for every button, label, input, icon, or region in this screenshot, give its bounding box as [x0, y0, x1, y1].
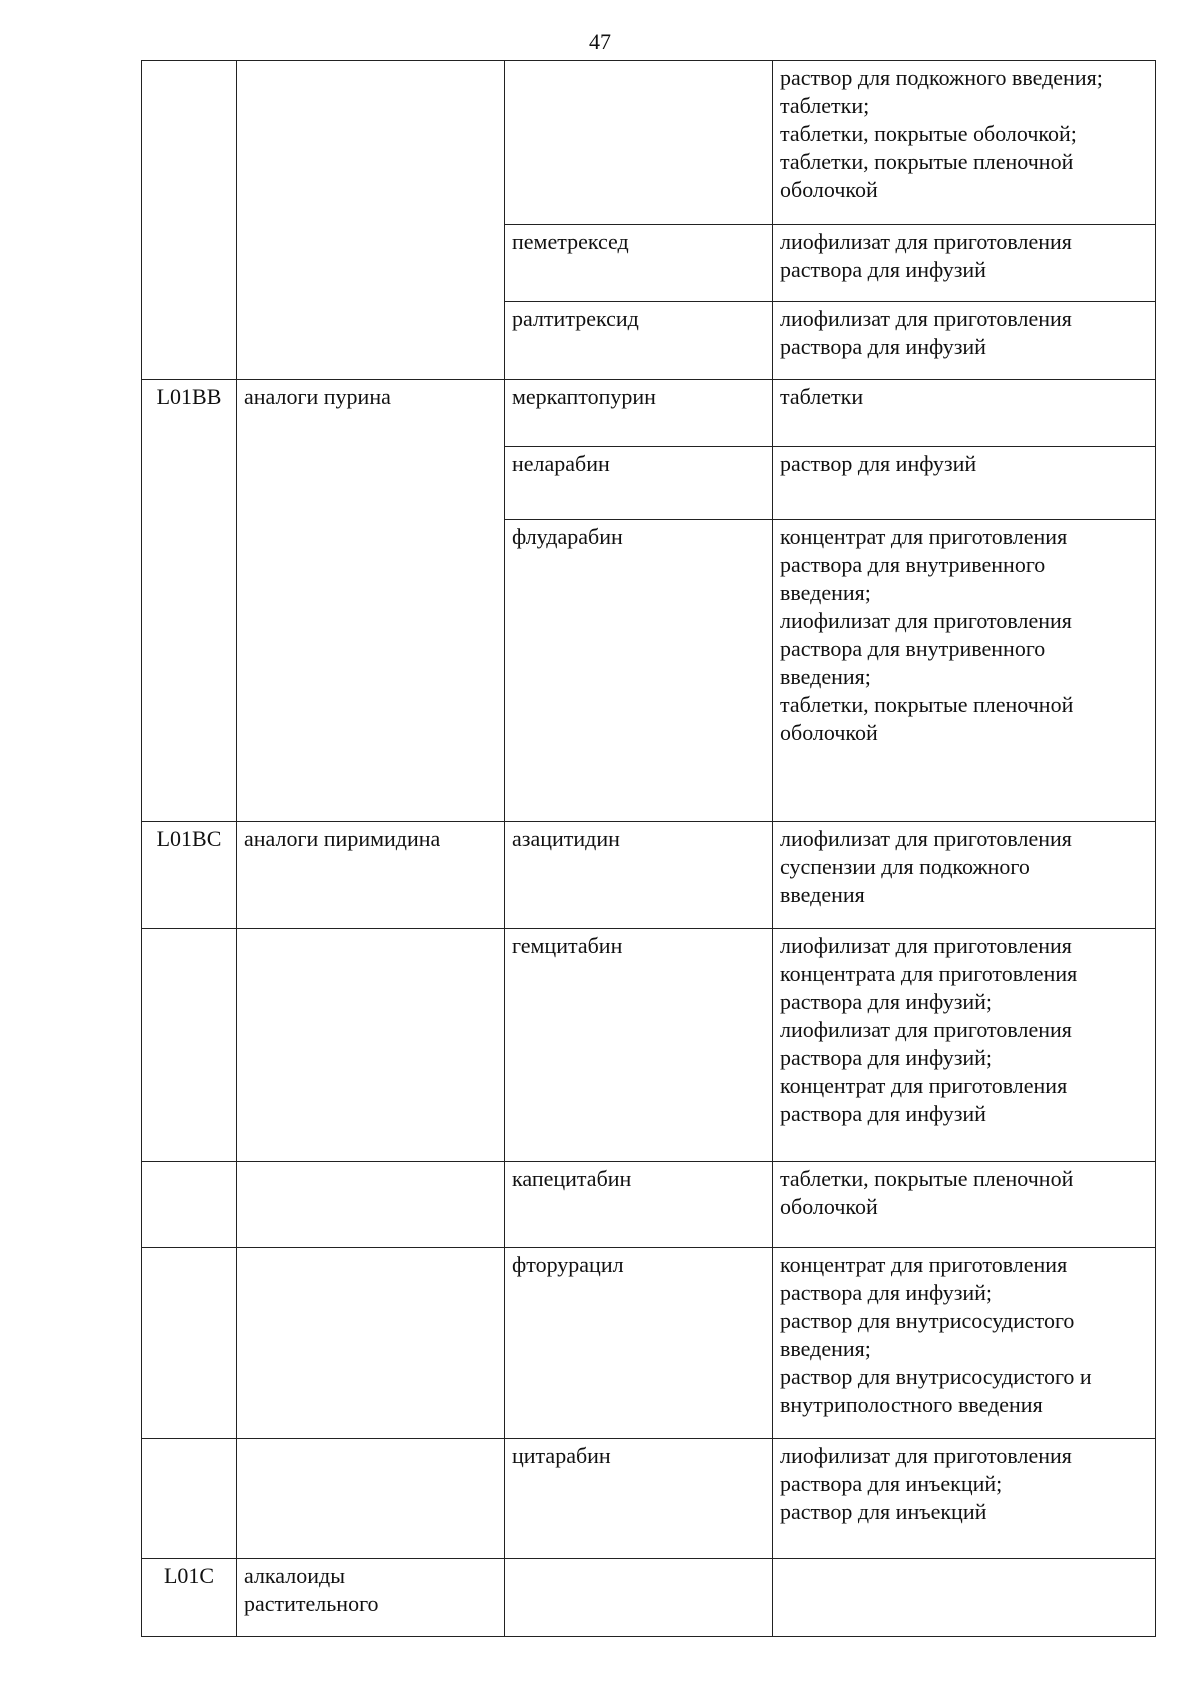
form-cell: лиофилизат для приготовления суспензии для подкожного введения: [773, 822, 1156, 929]
group-cell: [237, 929, 505, 1162]
atc-code-cell: [142, 1439, 237, 1559]
drug-cell: фторурацил: [505, 1248, 773, 1439]
drug-table: [141, 60, 1156, 1637]
atc-code-cell: [142, 1162, 237, 1248]
drug-cell: капецитабин: [505, 1162, 773, 1248]
form-cell: таблетки: [773, 380, 1156, 447]
atc-code-cell: L01C: [142, 1559, 237, 1637]
group-cell: алкалоиды растительного: [237, 1559, 505, 1637]
drug-cell: гемцитабин: [505, 929, 773, 1162]
form-cell: лиофилизат для приготовления раствора для инфузий: [773, 225, 1156, 302]
group-cell: [237, 1439, 505, 1559]
group-cell: [237, 1162, 505, 1248]
table-row: [142, 1248, 1156, 1439]
form-cell: таблетки, покрытые пленочной оболочкой: [773, 1162, 1156, 1248]
table-row: [142, 822, 1156, 929]
atc-code-cell: L01BC: [142, 822, 237, 929]
group-cell: аналоги пиримидина: [237, 822, 505, 929]
table-row: [142, 929, 1156, 1162]
form-cell: раствор для инфузий: [773, 447, 1156, 520]
atc-code-cell: L01BB: [142, 380, 237, 822]
table-row: [142, 1439, 1156, 1559]
group-cell: аналоги пурина: [237, 380, 505, 822]
drug-cell: [505, 1559, 773, 1637]
table-row: [142, 61, 1156, 225]
drug-cell: неларабин: [505, 447, 773, 520]
drug-cell: меркаптопурин: [505, 380, 773, 447]
drug-cell: цитарабин: [505, 1439, 773, 1559]
table-row: [142, 380, 1156, 447]
form-cell: [773, 1559, 1156, 1637]
form-cell: лиофилизат для приготовления раствора для инфузий: [773, 302, 1156, 380]
form-cell: концентрат для приготовления раствора для внутривенного введения; лиофилизат для приготовления раствора для внутривенного введения; таблетки, покрытые пленочной оболочкой: [773, 520, 1156, 822]
group-cell: [237, 1248, 505, 1439]
atc-code-cell: [142, 61, 237, 380]
drug-cell: [505, 61, 773, 225]
drug-cell: ралтитрексид: [505, 302, 773, 380]
page-number: 47: [589, 29, 611, 54]
form-cell: концентрат для приготовления раствора для инфузий; раствор для внутрисосудистого введения; раствор для внутрисосудистого и внутриполостного введения: [773, 1248, 1156, 1439]
form-cell: лиофилизат для приготовления раствора для инъекций; раствор для инъекций: [773, 1439, 1156, 1559]
group-cell: [237, 61, 505, 380]
drug-cell: азацитидин: [505, 822, 773, 929]
atc-code-cell: [142, 929, 237, 1162]
drug-cell: пеметрексед: [505, 225, 773, 302]
table-row: [142, 1559, 1156, 1637]
atc-code-cell: [142, 1248, 237, 1439]
form-cell: лиофилизат для приготовления концентрата для приготовления раствора для инфузий; лиофилизат для приготовления раствора для инфузий; концентрат для приготовления раствора для инфузий: [773, 929, 1156, 1162]
table-row: [142, 1162, 1156, 1248]
form-cell: раствор для подкожного введения; таблетки; таблетки, покрытые оболочкой; таблетки, покрытые пленочной оболочкой: [773, 61, 1156, 225]
drug-cell: флударабин: [505, 520, 773, 822]
